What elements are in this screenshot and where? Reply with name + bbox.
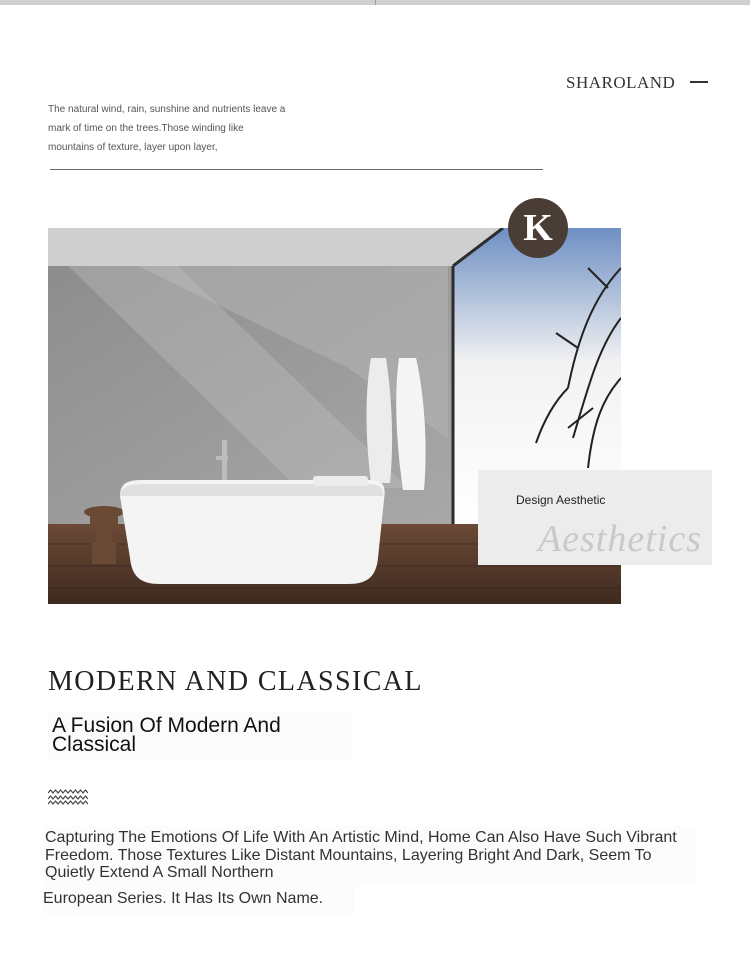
intro-line: The natural wind, rain, sunshine and nutrients leave a	[48, 104, 286, 115]
section-heading: MODERN AND CLASSICAL	[48, 666, 423, 697]
design-aesthetic-label: Design Aesthetic	[516, 493, 606, 507]
aesthetics-script-text: Aesthetics	[537, 518, 702, 560]
brand-name: SHAROLAND	[566, 73, 676, 92]
wave-divider-icon	[48, 789, 88, 805]
body-paragraph-end: European Series. It Has Its Own Name.	[43, 890, 324, 907]
k-logo-badge: K	[508, 198, 568, 258]
divider-line	[50, 169, 543, 170]
body-paragraph: Capturing The Emotions Of Life With An Artistic Mind, Home Can Also Have Such Vibrant Freedom. Those Textures Like Distant Mountains, Layering Bright And Dark, Seem To Quietly Extend A Small Northern	[45, 829, 677, 881]
intro-line: mark of time on the trees.Those winding like	[48, 123, 244, 134]
section-subtitle: A Fusion Of Modern And Classical	[52, 714, 281, 756]
top-image-strip	[0, 0, 750, 5]
menu-dash-icon[interactable]	[690, 81, 708, 83]
intro-paragraph	[48, 100, 308, 157]
intro-line: mountains of texture, layer upon layer,	[48, 142, 218, 153]
design-aesthetic-card	[478, 470, 712, 565]
